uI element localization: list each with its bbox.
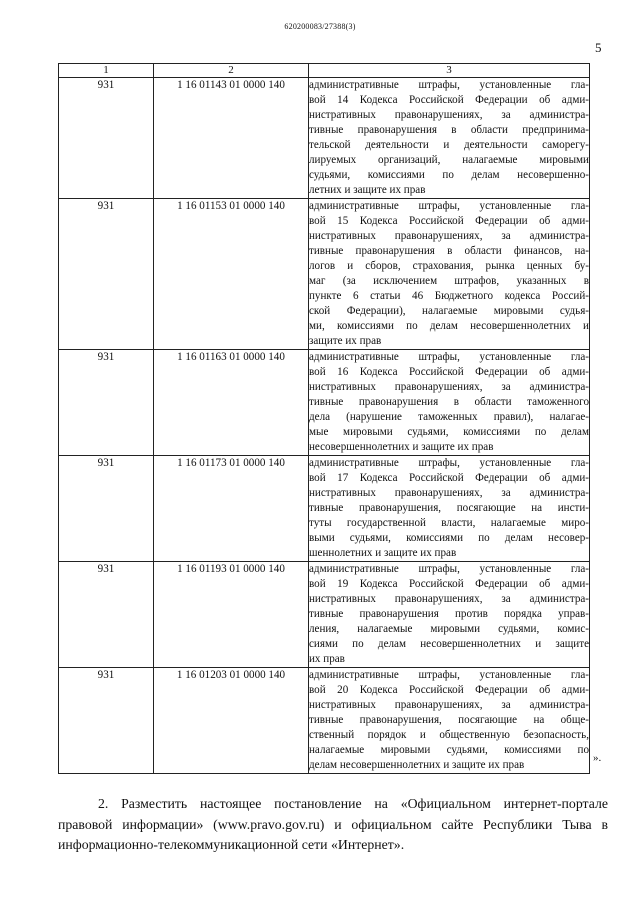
description-line: нистративных правонарушениях, за администра- xyxy=(309,109,589,121)
description-line: вой 15 Кодекса Российской Федерации об адми- xyxy=(309,215,589,227)
description-cell xyxy=(309,199,590,350)
description-line: тивные правонарушения против порядка управ- xyxy=(309,608,589,620)
description-cell xyxy=(309,668,590,774)
fines-table xyxy=(58,63,590,774)
description-line: несовершеннолетних и защите их прав xyxy=(309,441,494,453)
description-line: вой 14 Кодекса Российской Федерации об адми- xyxy=(309,94,589,106)
table-row xyxy=(59,456,590,562)
description-line: делам несовершеннолетних и защите их прав xyxy=(309,759,525,771)
description-line: тивные правонарушения в области предпринима- xyxy=(309,124,589,136)
description-line: ственный порядок и общественную безопасность, xyxy=(309,729,589,741)
instruction-paragraph xyxy=(58,794,608,856)
description-line: пункте 6 статьи 46 Бюджетного кодекса Россий- xyxy=(309,290,589,302)
description-line: административные штрафы, установленные гла- xyxy=(309,200,589,212)
description-line: туты государственной власти, налагаемые миро- xyxy=(309,517,589,529)
description-line: сиями по делам несовершеннолетних и защите xyxy=(309,638,589,650)
description-line: дела (нарушение таможенных правил), налагае- xyxy=(309,411,589,423)
description-line: административные штрафы, установленные гла- xyxy=(309,669,589,681)
description-line: административные штрафы, установленные гла- xyxy=(309,79,589,91)
description-line: нистративных правонарушениях, за администра- xyxy=(309,230,589,242)
description-line: судьями, комиссиями по делам несовершенно- xyxy=(309,169,589,181)
admin-code-cell: 931 xyxy=(59,78,154,199)
description-line: ской Федерации), налагаемые мировыми судья- xyxy=(309,305,589,317)
admin-code-cell: 931 xyxy=(59,350,154,456)
table-row xyxy=(59,562,590,668)
description-line: административные штрафы, установленные гла- xyxy=(309,351,589,363)
description-line: налагаемые мировыми судьями, комиссиями по xyxy=(309,744,589,756)
description-line: летних и защите их прав xyxy=(309,184,426,196)
description-line: мые мировыми судьями, комиссиями по делам xyxy=(309,426,589,438)
description-line: вой 16 Кодекса Российской Федерации об адми- xyxy=(309,366,589,378)
description-line: ми, комиссиями по делам несовершеннолетних и xyxy=(309,320,589,332)
description-line: административные штрафы, установленные гла- xyxy=(309,563,589,575)
description-line: тельской деятельности и деятельности саморегу- xyxy=(309,139,589,151)
table-body xyxy=(59,78,590,774)
description-line: ления, налагаемые мировыми судьями, комис- xyxy=(309,623,589,635)
page-number: 5 xyxy=(595,40,602,55)
column-header-3: 3 xyxy=(309,64,590,78)
description-line: нистративных правонарушениях, за администра- xyxy=(309,593,589,605)
budget-code-cell: 1 16 01153 01 0000 140 xyxy=(154,199,309,350)
description-cell xyxy=(309,562,590,668)
budget-code-cell: 1 16 01203 01 0000 140 xyxy=(154,668,309,774)
table-header-row xyxy=(59,64,590,78)
description-line: нистративных правонарушениях, за администра- xyxy=(309,699,589,711)
column-header-2: 2 xyxy=(154,64,309,78)
table-row xyxy=(59,350,590,456)
description-line: вой 17 Кодекса Российской Федерации об адми- xyxy=(309,472,589,484)
description-line: шеннолетних и защите их прав xyxy=(309,547,457,559)
column-header-1: 1 xyxy=(59,64,154,78)
description-line: выми судьями, комиссиями по делам несовер- xyxy=(309,532,589,544)
paragraph-text: 2. Разместить настоящее постановление на «Официальном интернет-портале правовой информации» (www.pravo.gov.ru) и официальном сайте Республики Тыва в информационно-телекоммуникационной сети «Интернет». xyxy=(58,796,608,852)
budget-code-cell: 1 16 01163 01 0000 140 xyxy=(154,350,309,456)
description-cell xyxy=(309,350,590,456)
admin-code-cell: 931 xyxy=(59,668,154,774)
description-line: административные штрафы, установленные гла- xyxy=(309,457,589,469)
description-line: тивные правонарушения, посягающие на обще- xyxy=(309,714,589,726)
admin-code-cell: 931 xyxy=(59,456,154,562)
admin-code-cell: 931 xyxy=(59,199,154,350)
description-line: логов и сборов, страхования, рынка ценных бу- xyxy=(309,260,589,272)
description-line: вой 20 Кодекса Российской Федерации об адми- xyxy=(309,684,589,696)
table-row xyxy=(59,668,590,774)
description-line: тивные правонарушения в области финансов, на- xyxy=(309,245,589,257)
description-line: вой 19 Кодекса Российской Федерации об адми- xyxy=(309,578,589,590)
description-line: лируемых организаций, налагаемые мировыми xyxy=(309,154,589,166)
description-line: нистративных правонарушениях, за администра- xyxy=(309,487,589,499)
closing-quote-mark: ». xyxy=(593,752,602,764)
budget-code-cell: 1 16 01173 01 0000 140 xyxy=(154,456,309,562)
description-line: защите их прав xyxy=(309,335,382,347)
table-row xyxy=(59,199,590,350)
budget-code-cell: 1 16 01193 01 0000 140 xyxy=(154,562,309,668)
description-cell xyxy=(309,78,590,199)
table-row xyxy=(59,78,590,199)
budget-code-cell: 1 16 01143 01 0000 140 xyxy=(154,78,309,199)
description-cell xyxy=(309,456,590,562)
description-line: нистративных правонарушениях, за администра- xyxy=(309,381,589,393)
description-line: их прав xyxy=(309,653,345,665)
document-id: 620200083/27388(3) xyxy=(284,22,356,31)
description-line: тивные правонарушения, посягающие на инсти- xyxy=(309,502,589,514)
description-line: маг (за исключением штрафов, указанных в xyxy=(309,275,589,287)
admin-code-cell: 931 xyxy=(59,562,154,668)
description-line: тивные правонарушения в области таможенного xyxy=(309,396,589,408)
